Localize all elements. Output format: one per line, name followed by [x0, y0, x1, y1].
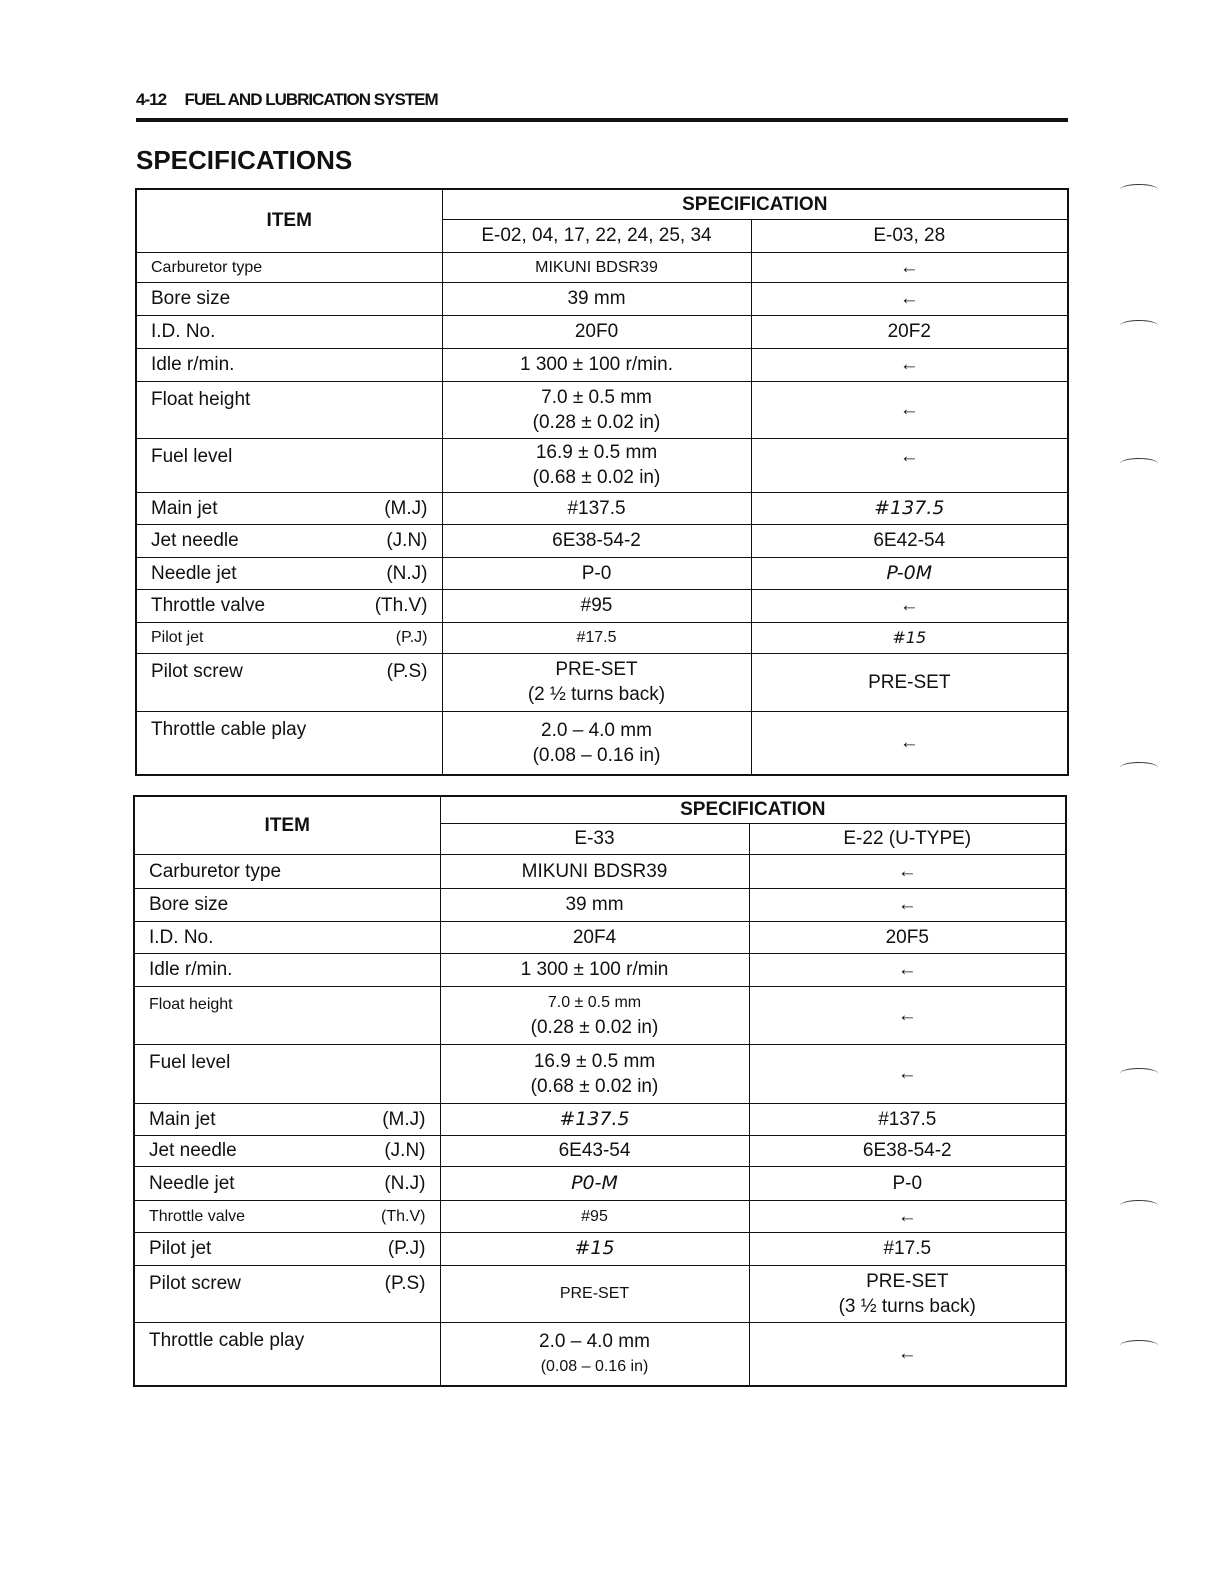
item-label: Throttle valve	[151, 595, 266, 616]
value-line: (0.08 – 0.16 in)	[540, 1357, 649, 1375]
item-label: Needle jet	[151, 562, 237, 584]
value-cell: MIKUNI BDSR39	[440, 854, 749, 888]
value-line: 16.9 ± 0.5 mm	[533, 1050, 656, 1072]
margin-mark	[1120, 1340, 1158, 1351]
value-cell: ←	[749, 1322, 1066, 1386]
spec-table-2	[133, 795, 1067, 1387]
value-cell: ←	[749, 953, 1066, 986]
item-abbreviation: (N.J)	[384, 1172, 426, 1194]
item-abbreviation: (P.S)	[386, 660, 428, 682]
table-row	[136, 557, 1068, 589]
item-label: Pilot jet	[149, 1238, 212, 1259]
table-row	[136, 524, 1068, 557]
value-cell: P-0M	[751, 557, 1068, 589]
value-line: (3 ½ turns back)	[838, 1295, 976, 1317]
table-row	[134, 1103, 1066, 1135]
value-cell: ←	[751, 252, 1068, 282]
item-label: I.D. No.	[149, 926, 214, 948]
table-row	[134, 1135, 1066, 1166]
item-label: Idle r/min.	[149, 959, 233, 980]
margin-marks	[1120, 0, 1180, 1584]
table-row	[134, 986, 1066, 1044]
item-label: Main jet	[151, 497, 218, 519]
item-label: Throttle cable play	[149, 1329, 305, 1351]
value-line: (0.28 ± 0.02 in)	[530, 1017, 659, 1038]
margin-mark	[1120, 458, 1158, 469]
value-cell: 6E38-54-2	[442, 524, 751, 557]
value-cell: ←	[751, 381, 1068, 438]
value-cell: MIKUNI BDSR39	[442, 252, 751, 282]
table-row	[134, 1232, 1066, 1265]
value-cell: 20F5	[749, 921, 1066, 953]
value-line: (0.68 ± 0.02 in)	[532, 467, 661, 488]
item-header: ITEM	[136, 189, 442, 252]
value-cell: #137.5	[749, 1103, 1066, 1135]
value-cell: ←	[751, 711, 1068, 775]
item-label: Jet needle	[151, 530, 239, 551]
item-label: Pilot screw	[149, 1272, 241, 1294]
value-cell: ←	[749, 854, 1066, 888]
item-label: Throttle cable play	[151, 718, 307, 740]
value-cell: #137.5	[751, 492, 1068, 524]
value-cell: ←	[749, 986, 1066, 1044]
table-row	[136, 252, 1068, 282]
table-row	[134, 1166, 1066, 1200]
table-row	[134, 1044, 1066, 1103]
table-row	[136, 589, 1068, 622]
column-header: E-02, 04, 17, 22, 24, 25, 34	[442, 219, 751, 252]
value-cell: #17.5	[442, 622, 751, 653]
value-line: 16.9 ± 0.5 mm	[535, 442, 658, 463]
value-line: (0.08 – 0.16 in)	[532, 744, 661, 766]
item-label: Main jet	[149, 1108, 216, 1130]
item-abbreviation: (M.J)	[384, 497, 428, 519]
item-label: I.D. No.	[151, 321, 216, 342]
margin-mark	[1120, 320, 1158, 331]
value-cell: ←	[751, 589, 1068, 622]
item-abbreviation: (P.S)	[384, 1272, 426, 1294]
value-cell: 20F0	[442, 315, 751, 348]
item-abbreviation: (Th.V)	[374, 595, 428, 616]
item-label: Needle jet	[149, 1172, 235, 1194]
value-cell: P-0	[442, 557, 751, 589]
value-line: (0.68 ± 0.02 in)	[530, 1075, 659, 1097]
item-label: Idle r/min.	[151, 354, 235, 375]
value-line: 2.0 – 4.0 mm	[539, 1330, 650, 1352]
value-cell: #137.5	[442, 492, 751, 524]
value-cell: #95	[440, 1200, 749, 1232]
value-cell: ←	[749, 1200, 1066, 1232]
value-cell: 39 mm	[442, 282, 751, 315]
page-number: 4-12	[136, 90, 167, 109]
spec-header: SPECIFICATION	[440, 796, 1066, 823]
value-cell: P0-M	[440, 1166, 749, 1200]
item-label: Pilot screw	[151, 660, 243, 682]
item-label: Bore size	[149, 894, 229, 915]
margin-mark	[1120, 1068, 1158, 1079]
item-label: Fuel level	[151, 445, 233, 467]
table-row	[136, 381, 1068, 438]
value-cell: ←	[751, 282, 1068, 315]
page-header	[136, 90, 1068, 122]
value-line: 7.0 ± 0.5 mm	[541, 386, 652, 408]
item-label: Jet needle	[149, 1140, 237, 1161]
item-label: Carburetor type	[151, 258, 263, 276]
item-label: Float height	[149, 995, 233, 1013]
table-row	[134, 953, 1066, 986]
column-header: E-22 (U-TYPE)	[749, 823, 1066, 854]
value-cell: ←	[749, 1044, 1066, 1103]
value-line: 7.0 ± 0.5 mm	[547, 994, 642, 1011]
value-cell: #17.5	[749, 1232, 1066, 1265]
value-line: PRE-SET	[866, 1270, 949, 1292]
table-row	[134, 921, 1066, 953]
value-cell: PRE-SET	[751, 653, 1068, 711]
item-abbreviation: (P.J)	[387, 1238, 426, 1259]
value-cell: #137.5	[440, 1103, 749, 1135]
item-label: Bore size	[151, 288, 231, 309]
item-label: Carburetor type	[149, 860, 282, 882]
section-title: FUEL AND LUBRICATION SYSTEM	[184, 90, 438, 109]
item-abbreviation: (J.N)	[386, 530, 428, 551]
value-cell: 1 300 ± 100 r/min	[440, 953, 749, 986]
item-abbreviation: (P.J)	[395, 629, 428, 646]
item-label: Fuel level	[149, 1051, 231, 1073]
value-cell: 1 300 ± 100 r/min.	[442, 348, 751, 381]
value-line: (0.28 ± 0.02 in)	[532, 411, 661, 433]
table-row	[136, 653, 1068, 711]
table-row	[136, 711, 1068, 775]
value-cell: #15	[751, 622, 1068, 653]
value-cell: 6E38-54-2	[749, 1135, 1066, 1166]
item-label: Pilot jet	[151, 629, 204, 646]
value-cell: PRE-SET	[440, 1265, 749, 1322]
value-cell: #95	[442, 589, 751, 622]
item-abbreviation: (M.J)	[382, 1108, 426, 1130]
column-header: E-03, 28	[751, 219, 1068, 252]
table-row	[136, 438, 1068, 492]
table-row	[134, 854, 1066, 888]
spec-table-1	[135, 188, 1069, 776]
page-title: SPECIFICATIONS	[136, 145, 353, 175]
table-row	[134, 888, 1066, 921]
value-cell: 20F4	[440, 921, 749, 953]
value-line: PRE-SET	[555, 659, 638, 680]
value-cell: P-0	[749, 1166, 1066, 1200]
table-row	[134, 1265, 1066, 1322]
value-cell: 20F2	[751, 315, 1068, 348]
margin-mark	[1120, 762, 1158, 773]
value-cell: #15	[440, 1232, 749, 1265]
item-header: ITEM	[134, 796, 440, 854]
item-abbreviation: (Th.V)	[381, 1207, 426, 1225]
item-abbreviation: (J.N)	[384, 1140, 426, 1161]
value-cell: 6E42-54	[751, 524, 1068, 557]
value-line: 2.0 – 4.0 mm	[541, 719, 652, 741]
item-abbreviation: (N.J)	[386, 562, 428, 584]
margin-mark	[1120, 1200, 1158, 1211]
spec-header: SPECIFICATION	[442, 189, 1068, 219]
value-cell: 39 mm	[440, 888, 749, 921]
column-header: E-33	[440, 823, 749, 854]
value-cell: ←	[749, 888, 1066, 921]
table-row	[134, 1322, 1066, 1386]
table-row	[136, 492, 1068, 524]
table-row	[134, 1200, 1066, 1232]
table-row	[136, 348, 1068, 381]
value-cell: 6E43-54	[440, 1135, 749, 1166]
value-cell: ←	[751, 438, 1068, 492]
margin-mark	[1120, 184, 1158, 195]
table-row	[136, 315, 1068, 348]
value-line: (2 ½ turns back)	[527, 684, 666, 705]
value-cell: ←	[751, 348, 1068, 381]
item-label: Throttle valve	[149, 1207, 246, 1225]
table-row	[136, 282, 1068, 315]
item-label: Float height	[151, 388, 251, 410]
table-row	[136, 622, 1068, 653]
